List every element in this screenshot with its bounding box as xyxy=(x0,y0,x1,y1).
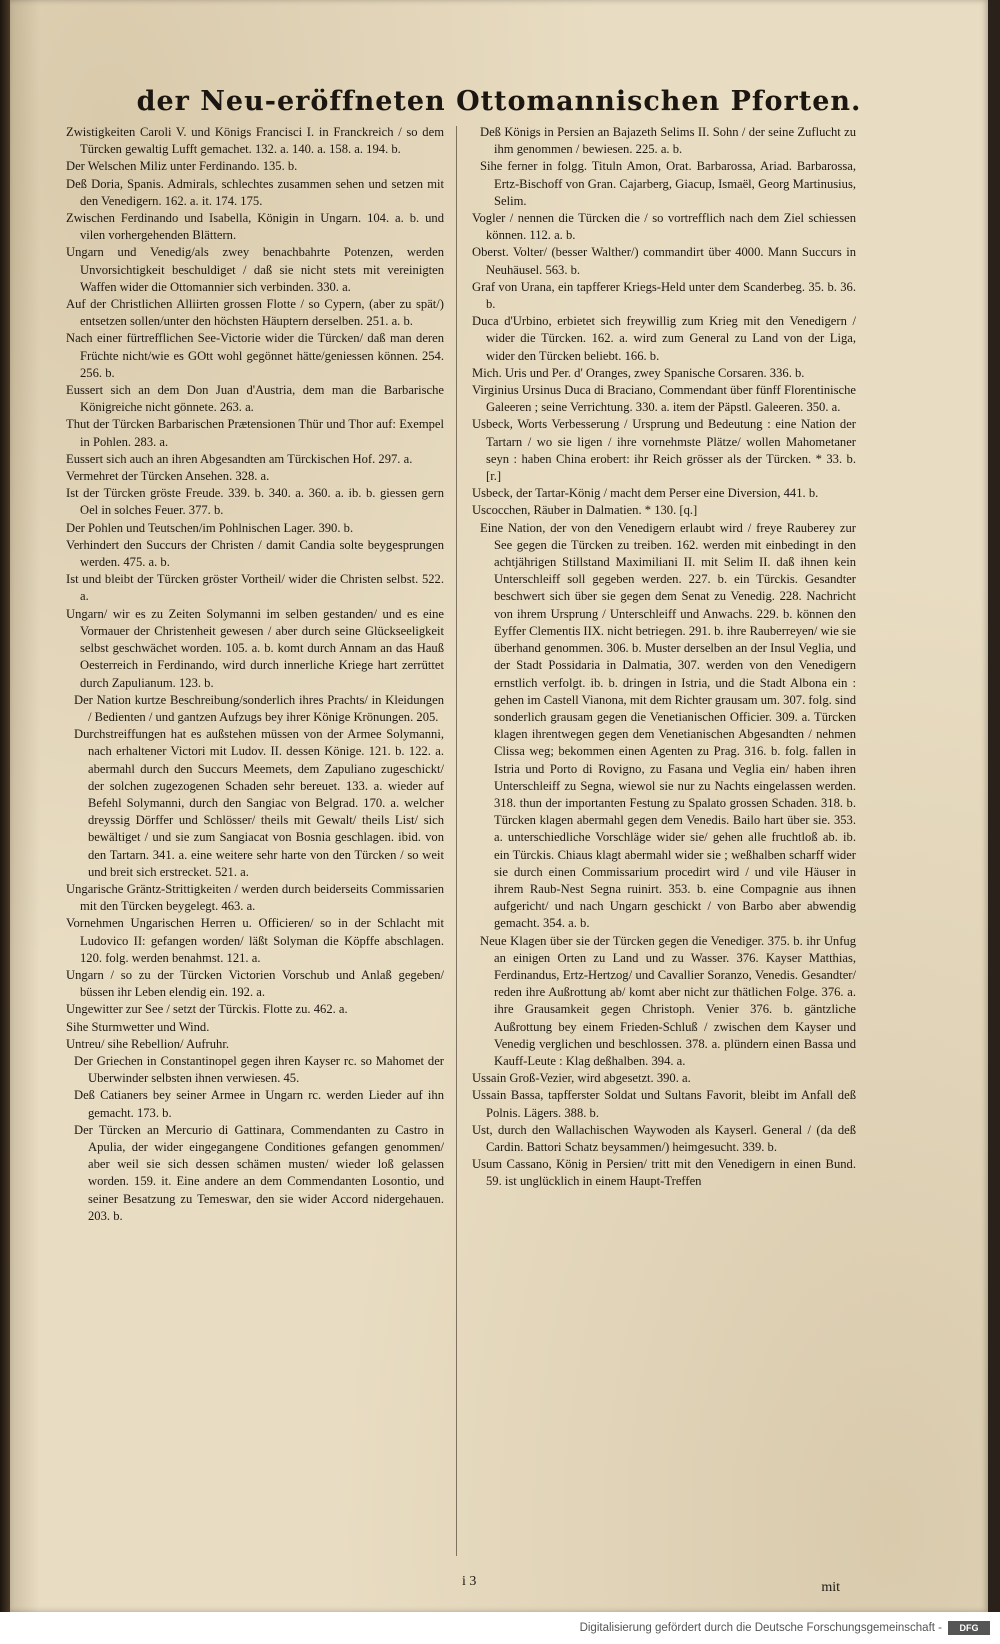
index-entry: Ungarische Gräntz-Strittigkeiten / werden durch beiderseits Commissarien mit den Türcken beygelegt. 463. a. xyxy=(66,881,444,914)
index-entry: Auf der Christlichen Alliirten grossen Flotte / so Cypern, (aber zu spät/) entsetzen sollen/unter den höchsten Häuptern derselben. 251. a. b. xyxy=(66,297,444,329)
index-entry: Neue Klagen über sie der Türcken gegen die Venediger. 375. b. ihr Unfug an einigen Orten zu Land und zu Wasser. 376. Kayser Matthias, Ferdinandus, Ertz-Hertzog/ und Cavallier Soranzo, Venedis. Gesandter/ reden ihre Außrottung ab/ komt aber nicht zur thätlichen Folge. 376. a. ihre Grausamkeit gegen Christoph. Venier 376. b. gäntzliche Außrottung bey einem Frieden-Schluß / zwischen dem Kayser und Venedig verglichen und beschlossen. 378. a. plündern einen Bassa und Kauff-Leute : Klag deßhalben. 394. a. xyxy=(480,933,856,1068)
index-entry: Zwischen Ferdinando und Isabella, Königin in Ungarn. 104. a. b. und vilen vorhergehenden Blättern. xyxy=(66,211,444,243)
index-entry: Ussain Bassa, tapfferster Soldat und Sultans Favorit, bleibt im Anfall deß Polnis. Lägers. 388. b. xyxy=(472,1088,856,1120)
index-entry: Ungewitter zur See / setzt der Türckis. Flotte zu. 462. a. xyxy=(66,1002,348,1017)
index-entry: Deß Catianers bey seiner Armee in Ungarn rc. werden Lieder auf ihn gemacht. 173. b. xyxy=(74,1088,444,1120)
scan-edge xyxy=(0,0,10,1644)
signature-mark: i 3 xyxy=(462,1574,477,1589)
book-page xyxy=(10,0,988,1612)
index-entry: Nach einer fürtrefflichen See-Victorie wider die Türcken/ daß man deren Früchte nicht/wie es GOtt wohl gegönnet hätte/geniessen können. 254. 256. b. xyxy=(66,331,444,380)
index-entry: Vornehmen Ungarischen Herren u. Officieren/ so in der Schlacht mit Ludovico II: gefangen worden/ läßt Solyman die Köpffe abschlagen. 120. folg. werden benahmst. 121. a. xyxy=(66,916,444,965)
index-entry: Der Griechen in Constantinopel gegen ihren Kayser rc. so Mahomet der Uberwinder selbsten ihnen verwiesen. 45. xyxy=(74,1053,444,1086)
index-entry: Ungarn / so zu der Türcken Victorien Vorschub und Anlaß gegeben/ büssen ihr Leben elendig ein. 192. a. xyxy=(66,967,444,1000)
index-entry: Usbeck, der Tartar-König / macht dem Perser eine Diversion, 441. b. xyxy=(472,486,819,501)
catchword: mit xyxy=(821,1580,840,1595)
index-entry: Ist und bleibt der Türcken gröster Vortheil/ wider die Christen selbst. 522. a. xyxy=(66,572,444,604)
column-divider xyxy=(456,126,457,1556)
running-head: der Neu-eröffneten Ottomannischen Pforten. xyxy=(136,86,862,117)
index-entry: Ist der Türcken gröste Freude. 339. b. 340. a. 360. a. ib. b. giessen gern Oel in solches Feuer. 377. b. xyxy=(66,486,444,518)
index-entry: Durchstreiffungen hat es außstehen müssen von der Armee Solymanni, nach erhaltener Victori mit Ludov. II. dessen Könige. 121. b. 122. a. abermahl durch den Succurs Meemets, dem Zapuliano zugeschickt/ der solchen zugezogenen Schaden sehr bereuet. 133. a. wieder auf Befehl Solymanni, durch den Sangiac von Belgrad. 170. a. welcher dreyssig Dörffer und Schlösser/ theils mit Gewalt/ theils List/ sich bewältiget / und sie zum Sangiacat von Bosnia geschlagen. ibid. von den Tartarn. 341. a. eine weitere sehr harte von den Türcken / so weit und breit sich erstrecket. 521. a. xyxy=(74,727,444,879)
index-entry: Ussain Groß-Vezier, wird abgesetzt. 390. a. xyxy=(472,1071,691,1086)
index-entry: Der Türcken an Mercurio di Gattinara, Commendanten zu Castro in Apulia, der wider eingegangene Conditiones gefangen genommen/ aber weil sie sich dessen schämen musten/ wieder loß gelassen worden. 159. it. Eine andere an dem Commendanten Losontio, und seiner Besatzung zu Temeswar, den sie wider Accord nidergehauen. 203. b. xyxy=(74,1122,444,1223)
index-entry: Eussert sich an dem Don Juan d'Austria, dem man die Barbarische Königreiche nicht gönnete. 263. a. xyxy=(66,383,444,415)
index-entry: Der Welschen Miliz unter Ferdinando. 135. b. xyxy=(66,159,298,174)
dfg-logo: DFG xyxy=(948,1621,990,1635)
footer-credit: Digitalisierung gefördert durch die Deutsche Forschungsgemeinschaft - xyxy=(579,1622,942,1634)
index-entry: Uscocchen, Räuber in Dalmatien. * 130. [q.] xyxy=(472,503,698,518)
index-entry: Vermehret der Türcken Ansehen. 328. a. xyxy=(66,469,270,484)
index-entry: Usbeck, Worts Verbesserung / Ursprung und Bedeutung : eine Nation der Tartarn / wo sie ligen / ihre vornehmste Plätze/ wollen Mahometaner seyn : haben China erobert: ihr Reich grösser als der Türcken. * 33. b. [r.] xyxy=(472,417,856,484)
index-entry: Der Pohlen und Teutschen/im Pohlnischen Lager. 390. b. xyxy=(66,520,354,535)
index-entry: Deß Doria, Spanis. Admirals, schlechtes zusammen sehen und setzen mit den Venedigern. 162. a. it. 174. 175. xyxy=(66,176,444,208)
index-entry: Verhindert den Succurs der Christen / damit Candia solte beygesprungen werden. 475. a. b. xyxy=(66,537,444,570)
index-entry: Eussert sich auch an ihren Abgesandten am Türckischen Hof. 297. a. xyxy=(66,451,413,466)
index-entry: Zwistigkeiten Caroli V. und Königs Francisci I. in Franckreich / so dem Türcken gewaltig Lufft gemachet. 132. a. 140. a. 158. a. 194. b. xyxy=(66,125,444,157)
index-entry: Thut der Türcken Barbarischen Prætensionen Thür und Thor auf: Exempel in Pohlen. 283. a. xyxy=(66,417,444,449)
index-entry: Der Nation kurtze Beschreibung/sonderlich ihres Prachts/ in Kleidungen / Bedienten / und gantzen Aufzugs bey ihrer Könige Krönungen. 205. xyxy=(74,692,444,724)
index-entry: Deß Königs in Persien an Bajazeth Selims II. Sohn / der seine Zuflucht zu ihm genommen / bewiesen. 225. a. b. xyxy=(480,125,856,157)
index-entry: Ust, durch den Wallachischen Waywoden als Kayserl. General / (da deß Cardin. Battori Schatz beysammen/) heimgesucht. 339. b. xyxy=(472,1122,856,1154)
index-entry: Mich. Uris und Per. d' Oranges, zwey Spanische Corsaren. 336. b. xyxy=(472,365,805,380)
index-entry: Ungarn und Venedig/als zwey benachbahrte Potenzen, werden Unvorsichtigkeit beschuldiget / daß sie nicht stets mit vereinigten Waffen wider die Ottomannier sich verbinden. 330. a. xyxy=(66,245,444,294)
index-entry: Graf von Urana, ein tapfferer Kriegs-Held unter dem Scanderbeg. 35. b. 36. b. xyxy=(472,279,856,312)
index-entry: Oberst. Volter/ (besser Walther/) commandirt über 4000. Mann Succurs in Neuhäusel. 563. b. xyxy=(472,245,856,277)
index-entry: Ungarn/ wir es zu Zeiten Solymanni im selben gestanden/ und es eine Vormauer der Christenheit gewesen / aber durch seine Glückseeligkeit selbst geschwächet worden. 105. a. b. komt durch Annam an das Hauß Oesterreich in Ferdinando, wird durch innerliche Kriege hart zerrüttet durch Zapulianum. 123. b. xyxy=(66,606,444,690)
index-entry: Eine Nation, der von den Venedigern erlaubt wird / freye Rauberey zur See gegen die Türcken zu treiben. 162. werden mit einbedingt in den achtjährigen Stillstand Maximiliani II. mit Selim II. daß ihnen kein Unterschleiff soll gegeben werden. 227. b. ein Türckis. Gesandter beschwert sich über sie gegen dem Senat zu Venedig. 228. Nachricht von ihrem Ursprung / Unterschleiff und Anwachs. 229. b. können den Eyffer Clementis IIX. nicht betriegen. 291. b. ihre Rauberreyen/ wie sie überhand genommen. 306. b. Muster derselben an der Insul Veglia, und der Stadt Possidaria in Dalmatia, 307. werden von den Venedigern ernstlich verfolgt. ib. b. dringen in Istria, und die Stadt Albona ein : gehen im Castell Vianona, mit dem Richter grausam um. 307. folg. sind sonderlich grausam gegen die Venetianischen Officier. 309. a. Türcken klagen ihrentwegen gegen dem Venetianischen Abgesandten / nehmen Clissa weg; bekommen einen Agenten zu Prag. 316. b. folg. fallen in Istria und Porto di Rovigno, zu Fasana und Veglia ein/ haben ihren Unterschleiff zu Segna, wiewol sie nur zu Nachts eingelassen werden. 318. thun der importanten Festung zu Spalato grossen Schaden. 318. b. Türcken klagen abermahl gegen dem Venedis. Bailo hart über sie. 353. a. unterschiedliche Vorschläge wider sie/ gehen alle fruchtloß ab. ib. ein Türckis. Chiaus klagt abermahl wider sie ; weßhalben scharff wider sie durch einen Commissarium procedirt wird / und vile Häuser in ihrem Raub-Nest Segna ruinirt. 353. b. eine Compagnie aus ihnen aufgericht/ und nach Ungarn geschickt / von Barbo aber abwendig gemacht. 354. a. b. xyxy=(480,520,856,931)
index-entry: Untreu/ sihe Rebellion/ Aufruhr. xyxy=(66,1036,229,1051)
index-entry: Vogler / nennen die Türcken die / so vortrefflich nach dem Ziel schiessen können. 112. a. b. xyxy=(472,211,856,243)
index-entry: Duca d'Urbino, erbietet sich freywillig zum Krieg mit den Venedigern / wider die Türcken. 162. a. wird zum General zu Land von der Liga, wider den Türcken beliebt. 166. b. xyxy=(472,314,856,363)
index-entry: Usum Cassano, König in Persien/ tritt mit den Venedigern in einen Bund. 59. ist unglücklich in einem Haupt-Treffen xyxy=(472,1157,856,1189)
left-column xyxy=(66,124,444,1225)
index-entry: Sihe Sturmwetter und Wind. xyxy=(66,1019,210,1034)
index-entry: Virginius Ursinus Duca di Braciano, Commendant über fünff Florentinische Galeeren ; seine Verrichtung. 330. a. item der Päpstl. Galeeren. 350. a. xyxy=(472,383,856,415)
right-column xyxy=(472,124,856,1191)
index-entry: Sihe ferner in folgg. Tituln Amon, Orat. Barbarossa, Ariad. Barbarossa, Ertz-Bischoff von Gran. Cajarberg, Giacup, Ismaël, Georg Martinusius, Selim. xyxy=(480,159,856,208)
